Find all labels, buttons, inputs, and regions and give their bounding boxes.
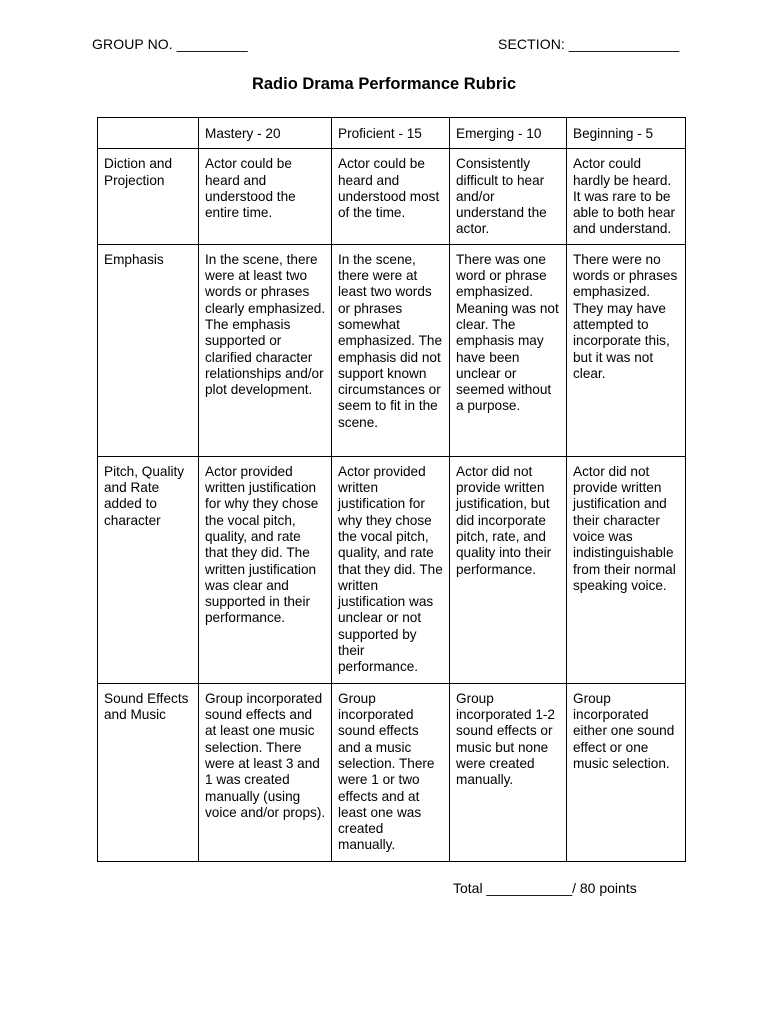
column-header-proficient: Proficient - 15 [332, 118, 450, 149]
table-header-row [98, 118, 686, 149]
rubric-cell: Actor provided written justification for why they chose the vocal pitch, quality, and rate that they did. The written justification was clear and supported in their performance. [199, 456, 332, 683]
column-header-criterion [98, 118, 199, 149]
group-number-field: GROUP NO. _________ [92, 36, 248, 52]
rubric-table [97, 117, 686, 862]
criterion-cell: Emphasis [98, 244, 199, 456]
column-header-mastery: Mastery - 20 [199, 118, 332, 149]
column-header-emerging: Emerging - 10 [450, 118, 567, 149]
rubric-cell: Actor provided written justification for why they chose the vocal pitch, quality, and rate that they did. The written justification was unclear or not supported by their performance. [332, 456, 450, 683]
rubric-cell: In the scene, there were at least two words or phrases clearly emphasized. The emphasis supported or clarified character relationships and/or plot development. [199, 244, 332, 456]
rubric-cell: Group incorporated sound effects and a music selection. There were 1 or two effects and at least one was created manually. [332, 683, 450, 861]
rubric-cell: Group incorporated sound effects and at least one music selection. There were at least 3 and 1 was created manually (using voice and/or props). [199, 683, 332, 861]
column-header-beginning: Beginning - 5 [567, 118, 686, 149]
rubric-cell: Actor did not provide written justification, but did incorporate pitch, rate, and quality into their performance. [450, 456, 567, 683]
rubric-cell: Actor did not provide written justification and their character voice was indistinguishable from their normal speaking voice. [567, 456, 686, 683]
section-field: SECTION: ______________ [498, 36, 680, 52]
criterion-cell: Sound Effects and Music [98, 683, 199, 861]
rubric-cell: Consistently difficult to hear and/or understand the actor. [450, 149, 567, 244]
rubric-cell: In the scene, there were at least two words or phrases somewhat emphasized. The emphasis did not support known circumstances or seem to fit in the scene. [332, 244, 450, 456]
table-row [98, 149, 686, 244]
rubric-cell: Group incorporated 1-2 sound effects or music but none were created manually. [450, 683, 567, 861]
table-row [98, 244, 686, 456]
rubric-cell: Actor could hardly be heard. It was rare to be able to both hear and understand. [567, 149, 686, 244]
page-title: Radio Drama Performance Rubric [251, 75, 517, 93]
rubric-cell: There was one word or phrase emphasized. Meaning was not clear. The emphasis may have been unclear or seemed without a purpose. [450, 244, 567, 456]
rubric-cell: Actor could be heard and understood the entire time. [199, 149, 332, 244]
table-row [98, 456, 686, 683]
rubric-cell: Group incorporated either one sound effect or one music selection. [567, 683, 686, 861]
table-row [98, 683, 686, 861]
rubric-cell: Actor could be heard and understood most of the time. [332, 149, 450, 244]
rubric-cell: There were no words or phrases emphasized. They may have attempted to incorporate this, but it was not clear. [567, 244, 686, 456]
total-points-field: Total ___________/ 80 points [453, 880, 637, 896]
criterion-cell: Diction and Projection [98, 149, 199, 244]
criterion-cell: Pitch, Quality and Rate added to character [98, 456, 199, 683]
